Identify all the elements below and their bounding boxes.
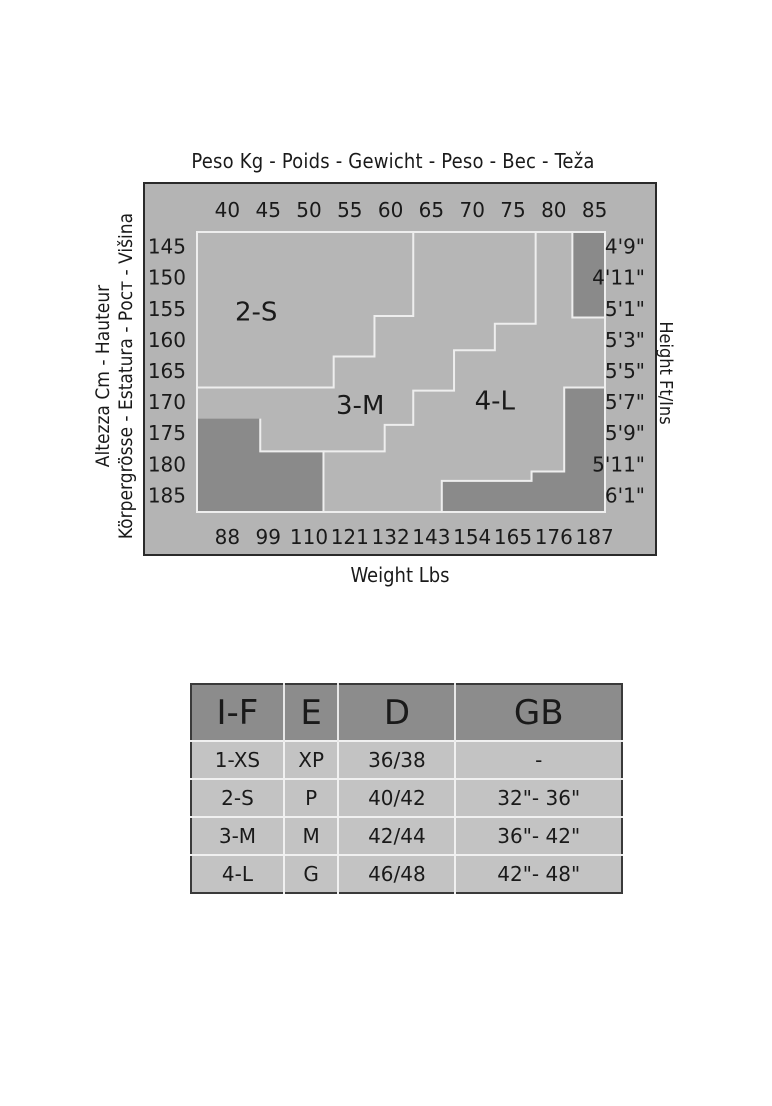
cm-tick-label: 160 [147, 327, 186, 352]
lbs-tick-label: 88 [214, 525, 241, 549]
table-cell: G [284, 855, 338, 893]
height-cm-axis-title-line-2: Körpergrösse - Estatura - Рост - Višina [115, 212, 137, 540]
lbs-tick-label: 110 [289, 525, 329, 549]
kg-tick-label: 40 [214, 198, 241, 222]
chart-title: Peso Kg - Poids - Gewicht - Peso - Bec - Teža [191, 149, 595, 173]
kg-tick-label: 80 [541, 198, 567, 222]
height-ftin-axis-title: Height Ft/Ins [655, 321, 676, 425]
ftin-tick-label: 4'9" [604, 234, 645, 259]
ftin-tick-label: 5'9" [604, 421, 645, 446]
cm-tick-label: 145 [147, 234, 186, 259]
kg-tick-label: 85 [581, 198, 608, 222]
table-cell: 2-S [191, 779, 284, 817]
ftin-tick-label: 4'11" [592, 265, 645, 290]
lbs-tick-label: 99 [255, 525, 281, 549]
lbs-tick-label: 121 [330, 525, 369, 549]
zone-label-4-l: 4-L [474, 386, 516, 417]
cm-tick-label: 185 [147, 483, 186, 508]
header-i-f: I-F [191, 684, 284, 741]
table-cell: 32"- 36" [455, 779, 622, 817]
table-row [191, 855, 622, 893]
size-conversion-table [190, 683, 623, 894]
cm-tick-label: 175 [147, 421, 186, 446]
cm-tick-label: 170 [147, 390, 186, 415]
table-row [191, 741, 622, 779]
header-d: D [338, 684, 455, 741]
kg-tick-label: 60 [377, 198, 404, 222]
kg-tick-label: 45 [255, 198, 281, 222]
table-header-row [191, 684, 622, 741]
kg-tick-label: 50 [296, 198, 322, 222]
ftin-tick-label: 5'3" [604, 327, 645, 352]
table-cell: 40/42 [338, 779, 455, 817]
lbs-tick-label: 176 [534, 525, 573, 549]
table-cell: 4-L [191, 855, 284, 893]
kg-tick-label: 70 [459, 198, 485, 222]
lbs-tick-label: 187 [575, 525, 614, 549]
table-cell: P [284, 779, 338, 817]
lbs-tick-label: 154 [453, 525, 492, 549]
cm-tick-label: 150 [147, 265, 186, 290]
zone-label-3-m: 3-M [336, 391, 385, 421]
ftin-tick-label: 6'1" [604, 483, 645, 508]
table-cell: 42/44 [338, 817, 455, 855]
table-cell: 36/38 [338, 741, 455, 779]
kg-tick-label: 75 [500, 198, 526, 222]
ftin-tick-label: 5'1" [604, 296, 645, 321]
cm-tick-label: 165 [147, 359, 186, 383]
header-e: E [284, 684, 338, 741]
table-cell: 36"- 42" [455, 817, 622, 855]
table-cell: M [284, 817, 338, 855]
weight-lbs-axis-title: Weight Lbs [350, 563, 450, 587]
table-row [191, 779, 622, 817]
lbs-tick-label: 143 [412, 525, 451, 549]
height-cm-axis-title [92, 196, 138, 556]
table-cell: - [455, 741, 622, 779]
zone-label-2-s: 2-S [234, 297, 278, 328]
height-cm-axis-title-line-1: Altezza Cm - Hauteur [92, 284, 114, 468]
lbs-tick-label: 165 [493, 525, 533, 549]
out-of-range-region [197, 451, 323, 512]
table-row [191, 817, 622, 855]
cm-tick-label: 155 [147, 296, 186, 321]
table-cell: XP [284, 741, 338, 779]
lbs-tick-label: 132 [371, 525, 410, 549]
ftin-tick-label: 5'5" [604, 359, 645, 383]
table-cell: 1-XS [191, 741, 284, 779]
table-cell: 42"- 48" [455, 855, 622, 893]
header-gb: GB [455, 684, 622, 741]
size-chart [143, 182, 657, 556]
ftin-tick-label: 5'11" [592, 452, 645, 477]
table-cell: 46/48 [338, 855, 455, 893]
ftin-tick-label: 5'7" [604, 390, 645, 415]
cm-tick-label: 180 [147, 452, 186, 477]
kg-tick-label: 55 [337, 198, 363, 222]
table-cell: 3-M [191, 817, 284, 855]
out-of-range-region [197, 419, 260, 453]
kg-tick-label: 65 [418, 198, 445, 222]
size-chart-plot [145, 184, 655, 554]
